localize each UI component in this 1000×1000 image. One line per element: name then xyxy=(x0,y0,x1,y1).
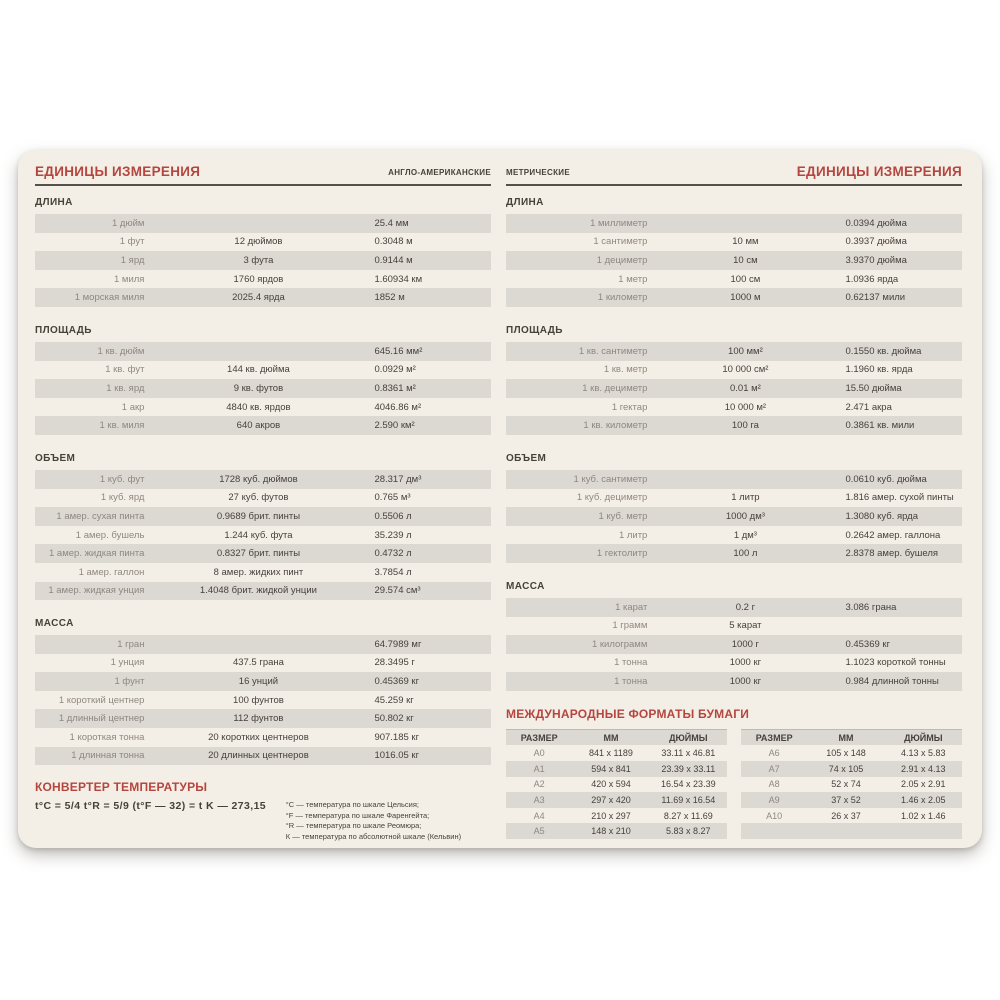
temperature-note: °F — температура по шкале Фаренгейта; xyxy=(285,810,430,820)
unit-name-cell: 1 куб. фут xyxy=(99,473,145,485)
unit-section xyxy=(506,325,962,435)
unit-value-cell: 3.7854 л xyxy=(374,566,412,578)
unit-row xyxy=(35,416,491,435)
left-column-subtitle: АНГЛО-АМЕРИКАНСКИЕ xyxy=(388,168,491,177)
unit-value-cell: 0.9144 м xyxy=(374,254,413,266)
unit-value-cell: 0.984 длинной тонны xyxy=(845,676,939,688)
unit-name-cell: 1 амер. жидкая унция xyxy=(48,585,145,597)
paper-size-cell: A8 xyxy=(768,779,780,790)
unit-name-cell: 1 миллиметр xyxy=(590,217,648,229)
paper-row xyxy=(506,761,727,777)
unit-value-cell: 1.1960 кв. ярда xyxy=(845,364,913,376)
unit-name-cell: 1 кв. миля xyxy=(99,420,145,432)
unit-row xyxy=(506,270,962,289)
unit-section xyxy=(506,453,962,563)
unit-equivalent-cell: 1.244 куб. фута xyxy=(224,529,293,541)
paper-header-row xyxy=(506,729,727,746)
paper-mm-cell: 105 x 148 xyxy=(826,748,866,759)
paper-inch-cell: 16.54 x 23.39 xyxy=(661,779,716,790)
two-column-layout xyxy=(35,161,962,842)
unit-value-cell: 0.4732 л xyxy=(374,548,412,560)
unit-row xyxy=(506,470,962,489)
header-rule-left xyxy=(35,184,491,186)
unit-equivalent-cell: 9 кв. футов xyxy=(233,382,284,394)
paper-header-cell: ММ xyxy=(838,732,854,743)
unit-name-cell: 1 амер. жидкая пинта xyxy=(48,548,145,560)
paper-row xyxy=(506,792,727,808)
unit-equivalent-cell: 1000 кг xyxy=(729,676,762,688)
unit-row xyxy=(506,379,962,398)
paper-mm-cell: 210 x 297 xyxy=(591,810,631,821)
unit-equivalent-cell: 1 дм³ xyxy=(733,529,757,541)
page-title-right: ЕДИНИЦЫ ИЗМЕРЕНИЯ xyxy=(796,164,962,179)
unit-section xyxy=(35,618,491,765)
unit-name-cell: 1 тонна xyxy=(614,657,648,669)
unit-name-cell: 1 кв. сантиметр xyxy=(578,345,648,357)
paper-mm-cell: 297 x 420 xyxy=(591,795,631,806)
unit-row xyxy=(506,654,962,673)
unit-equivalent-cell: 10 000 м² xyxy=(724,401,767,413)
unit-section xyxy=(35,325,491,435)
unit-row xyxy=(506,233,962,252)
paper-size-cell: A9 xyxy=(768,795,780,806)
unit-value-cell: 1016.05 кг xyxy=(374,750,420,762)
unit-row xyxy=(35,214,491,233)
paper-size-cell: A3 xyxy=(533,795,545,806)
unit-name-cell: 1 грамм xyxy=(612,620,648,632)
unit-row xyxy=(506,544,962,563)
unit-name-cell: 1 фунт xyxy=(114,676,145,688)
unit-equivalent-cell: 10 000 см² xyxy=(722,364,769,376)
section-label: ПЛОЩАДЬ xyxy=(506,324,563,336)
unit-equivalent-cell: 3 фута xyxy=(243,254,274,266)
paper-mm-cell: 74 x 105 xyxy=(828,763,864,774)
page-title-left: ЕДИНИЦЫ ИЗМЕРЕНИЯ xyxy=(35,164,201,179)
unit-section xyxy=(506,197,962,307)
right-column-header xyxy=(506,161,962,179)
unit-equivalent-cell: 20 коротких центнеров xyxy=(208,731,309,743)
unit-value-cell: 28.317 дм³ xyxy=(374,473,422,485)
unit-name-cell: 1 короткий центнер xyxy=(58,694,145,706)
unit-value-cell: 1.816 амер. сухой пинты xyxy=(845,492,954,504)
paper-header-cell: РАЗМЕР xyxy=(520,732,558,743)
unit-row xyxy=(35,654,491,673)
section-label: ОБЪЕМ xyxy=(506,452,547,464)
unit-value-cell: 35.239 л xyxy=(374,529,412,541)
unit-value-cell: 0.0610 куб. дюйма xyxy=(845,473,927,485)
unit-equivalent-cell: 0.9689 брит. пинты xyxy=(216,510,301,522)
temperature-notes xyxy=(286,800,491,842)
unit-value-cell: 15.50 дюйма xyxy=(845,382,902,394)
paper-size-cell: A7 xyxy=(768,763,780,774)
unit-equivalent-cell: 16 унций xyxy=(238,676,279,688)
section-label: МАССА xyxy=(35,618,74,630)
unit-equivalent-cell: 112 фунтов xyxy=(233,713,284,725)
unit-value-cell: 1.60934 км xyxy=(374,273,423,285)
unit-row xyxy=(35,635,491,654)
right-sections xyxy=(506,197,962,691)
unit-name-cell: 1 тонна xyxy=(614,676,648,688)
unit-name-cell: 1 куб. дециметр xyxy=(576,492,648,504)
paper-inch-cell: 2.91 x 4.13 xyxy=(901,763,946,774)
unit-row xyxy=(35,270,491,289)
unit-row xyxy=(506,598,962,617)
unit-name-cell: 1 дюйм xyxy=(112,217,145,229)
column-metric xyxy=(506,161,962,842)
unit-equivalent-cell: 100 га xyxy=(731,420,759,432)
unit-row xyxy=(35,379,491,398)
unit-equivalent-cell: 10 см xyxy=(733,254,758,266)
paper-size-cell: A4 xyxy=(533,810,545,821)
paper-inch-cell: 11.69 x 16.54 xyxy=(661,795,716,806)
temperature-converter-title: КОНВЕРТЕР ТЕМПЕРАТУРЫ xyxy=(35,780,208,795)
unit-row xyxy=(35,233,491,252)
unit-row xyxy=(35,251,491,270)
paper-mm-cell: 420 x 594 xyxy=(591,779,631,790)
unit-value-cell: 0.3937 дюйма xyxy=(845,236,907,248)
unit-row xyxy=(506,672,962,691)
unit-equivalent-cell: 100 см xyxy=(730,273,761,285)
temperature-note: °R — температура по шкале Реомюра; xyxy=(285,821,422,831)
unit-name-cell: 1 дециметр xyxy=(596,254,648,266)
paper-mm-cell: 594 x 841 xyxy=(591,763,631,774)
units-reference-page xyxy=(18,150,982,848)
unit-row xyxy=(35,342,491,361)
paper-table-a6-a10 xyxy=(741,729,962,839)
paper-size-cell: A10 xyxy=(766,810,783,821)
unit-name-cell: 1 акр xyxy=(121,401,145,413)
paper-size-cell: A0 xyxy=(533,748,545,759)
paper-inch-cell: 1.02 x 1.46 xyxy=(901,810,946,821)
unit-row xyxy=(35,288,491,307)
paper-inch-cell: 1.46 x 2.05 xyxy=(901,795,946,806)
unit-name-cell: 1 кв. ярд xyxy=(106,382,145,394)
unit-value-cell: 3.9370 дюйма xyxy=(845,254,907,266)
unit-value-cell: 0.765 м³ xyxy=(374,492,411,504)
left-sections xyxy=(35,197,491,765)
paper-header-cell: ДЮЙМЫ xyxy=(904,732,943,743)
paper-formats-title: МЕЖДУНАРОДНЫЕ ФОРМАТЫ БУМАГИ xyxy=(506,706,750,721)
unit-name-cell: 1 сантиметр xyxy=(593,236,648,248)
paper-inch-cell: 5.83 x 8.27 xyxy=(666,826,711,837)
unit-row xyxy=(35,691,491,710)
unit-equivalent-cell: 20 длинных центнеров xyxy=(208,750,309,762)
unit-name-cell: 1 миля xyxy=(113,273,145,285)
paper-header-row xyxy=(741,729,962,746)
unit-value-cell: 2.471 акра xyxy=(845,401,892,413)
paper-header-cell: ММ xyxy=(603,732,619,743)
unit-name-cell: 1 карат xyxy=(615,601,648,613)
unit-name-cell: 1 килограмм xyxy=(591,638,648,650)
paper-row xyxy=(741,823,962,839)
paper-row xyxy=(741,777,962,793)
unit-row xyxy=(506,214,962,233)
unit-equivalent-cell: 1760 ярдов xyxy=(233,273,284,285)
column-anglo-american xyxy=(35,161,491,842)
paper-size-cell: A5 xyxy=(533,826,545,837)
unit-value-cell: 0.1550 кв. дюйма xyxy=(845,345,922,357)
paper-row xyxy=(506,808,727,824)
unit-row xyxy=(506,617,962,636)
unit-name-cell: 1 километр xyxy=(597,292,648,304)
unit-value-cell: 0.45369 кг xyxy=(845,638,891,650)
unit-row xyxy=(506,489,962,508)
unit-name-cell: 1 куб. сантиметр xyxy=(573,473,648,485)
paper-size-cell: A2 xyxy=(533,779,545,790)
unit-rows xyxy=(506,470,962,563)
unit-row xyxy=(35,728,491,747)
header-rule-right xyxy=(506,184,962,186)
unit-equivalent-cell: 1.4048 брит. жидкой унции xyxy=(199,585,317,597)
unit-row xyxy=(35,470,491,489)
unit-name-cell: 1 фут xyxy=(119,236,145,248)
paper-mm-cell: 37 x 52 xyxy=(831,795,861,806)
unit-value-cell: 2.8378 амер. бушеля xyxy=(845,548,939,560)
unit-equivalent-cell: 100 мм² xyxy=(728,345,763,357)
unit-equivalent-cell: 1000 м xyxy=(730,292,761,304)
paper-row xyxy=(506,745,727,761)
unit-equivalent-cell: 437.5 грана xyxy=(232,657,284,669)
paper-row xyxy=(506,823,727,839)
unit-equivalent-cell: 12 дюймов xyxy=(234,236,283,248)
paper-table-a0-a5 xyxy=(506,729,727,839)
section-label: ОБЪЕМ xyxy=(35,452,76,464)
unit-value-cell: 0.3048 м xyxy=(374,236,413,248)
temperature-note: К — температура по абсолютной шкале (Кельвин) xyxy=(285,831,462,841)
unit-name-cell: 1 морская миля xyxy=(74,292,145,304)
unit-name-cell: 1 метр xyxy=(618,273,648,285)
left-column-header xyxy=(35,161,491,179)
unit-equivalent-cell: 0.2 г xyxy=(735,601,756,613)
unit-value-cell: 907.185 кг xyxy=(374,731,420,743)
unit-equivalent-cell: 5 карат xyxy=(729,620,762,632)
unit-name-cell: 1 гран xyxy=(117,638,145,650)
unit-row xyxy=(35,747,491,766)
unit-equivalent-cell: 1000 дм³ xyxy=(725,510,765,522)
unit-rows xyxy=(506,342,962,435)
unit-equivalent-cell: 4840 кв. ярдов xyxy=(226,401,291,413)
unit-rows xyxy=(35,470,491,600)
unit-name-cell: 1 ярд xyxy=(120,254,145,266)
paper-inch-cell: 4.13 x 5.83 xyxy=(901,748,946,759)
unit-row xyxy=(35,398,491,417)
unit-value-cell: 1.0936 ярда xyxy=(845,273,899,285)
paper-header-cell: ДЮЙМЫ xyxy=(669,732,708,743)
unit-name-cell: 1 гектолитр xyxy=(596,548,648,560)
paper-mm-cell: 841 x 1189 xyxy=(589,748,633,759)
unit-value-cell: 25.4 мм xyxy=(374,217,409,229)
unit-equivalent-cell: 100 л xyxy=(733,548,758,560)
unit-name-cell: 1 унция xyxy=(110,657,145,669)
unit-value-cell: 0.3861 кв. мили xyxy=(845,420,915,432)
unit-section xyxy=(506,581,962,691)
unit-equivalent-cell: 10 мм xyxy=(732,236,759,248)
unit-equivalent-cell: 2025.4 ярда xyxy=(232,292,285,304)
section-label: ДЛИНА xyxy=(35,197,73,208)
unit-rows xyxy=(506,598,962,691)
unit-name-cell: 1 кв. дециметр xyxy=(582,382,648,394)
unit-value-cell: 50.802 кг xyxy=(374,713,414,725)
unit-row xyxy=(506,507,962,526)
paper-mm-cell: 148 x 210 xyxy=(591,826,631,837)
paper-inch-cell: 8.27 x 11.69 xyxy=(663,810,713,821)
paper-formats xyxy=(506,707,962,839)
unit-value-cell: 4046.86 м² xyxy=(374,401,422,413)
unit-equivalent-cell: 640 акров xyxy=(236,420,281,432)
section-label: ДЛИНА xyxy=(506,197,544,208)
unit-row xyxy=(506,361,962,380)
unit-value-cell: 1.1023 короткой тонны xyxy=(845,657,946,669)
unit-row xyxy=(35,489,491,508)
paper-mm-cell: 26 x 37 xyxy=(831,810,861,821)
temperature-note: °C — температура по шкале Цельсия; xyxy=(285,800,419,810)
unit-row xyxy=(506,251,962,270)
unit-value-cell: 28.3495 г xyxy=(374,657,415,669)
paper-row xyxy=(506,777,727,793)
unit-equivalent-cell: 8 амер. жидких пинт xyxy=(213,566,304,578)
unit-value-cell: 0.2642 амер. галлона xyxy=(845,529,941,541)
unit-name-cell: 1 кв. километр xyxy=(583,420,648,432)
unit-equivalent-cell: 1000 г xyxy=(731,638,760,650)
unit-value-cell: 64.7989 мг xyxy=(374,638,422,650)
paper-size-cell: A6 xyxy=(768,748,780,759)
unit-rows xyxy=(506,214,962,307)
unit-equivalent-cell: 1 литр xyxy=(731,492,760,504)
unit-value-cell: 0.45369 кг xyxy=(374,676,420,688)
unit-section xyxy=(35,197,491,307)
temperature-converter xyxy=(35,780,491,842)
unit-name-cell: 1 амер. галлон xyxy=(78,566,145,578)
unit-row xyxy=(35,563,491,582)
unit-name-cell: 1 длинный центнер xyxy=(58,713,145,725)
paper-inch-cell: 33.11 x 46.81 xyxy=(661,748,716,759)
unit-row xyxy=(506,288,962,307)
unit-value-cell: 45.259 кг xyxy=(374,694,414,706)
section-label: ПЛОЩАДЬ xyxy=(35,324,92,336)
unit-name-cell: 1 кв. дюйм xyxy=(97,345,145,357)
unit-equivalent-cell: 1728 куб. дюймов xyxy=(219,473,298,485)
unit-row xyxy=(35,709,491,728)
unit-equivalent-cell: 0.8327 брит. пинты xyxy=(216,548,301,560)
unit-value-cell: 0.5506 л xyxy=(374,510,412,522)
unit-name-cell: 1 литр xyxy=(618,529,648,541)
unit-value-cell: 1.3080 куб. ярда xyxy=(845,510,919,522)
paper-mm-cell: 52 x 74 xyxy=(831,779,861,790)
unit-row xyxy=(506,342,962,361)
unit-rows xyxy=(35,214,491,307)
unit-name-cell: 1 куб. ярд xyxy=(100,492,145,504)
unit-row xyxy=(35,544,491,563)
paper-inch-cell: 23.39 x 33.11 xyxy=(661,763,716,774)
unit-row xyxy=(35,507,491,526)
paper-row xyxy=(741,808,962,824)
unit-value-cell: 0.8361 м² xyxy=(374,382,416,394)
unit-equivalent-cell: 100 фунтов xyxy=(233,694,284,706)
unit-row xyxy=(506,635,962,654)
unit-name-cell: 1 короткая тонна xyxy=(69,731,145,743)
unit-equivalent-cell: 0.01 м² xyxy=(729,382,761,394)
temperature-formula: t°C = 5/4 t°R = 5/9 (t°F — 32) = t K — 273,15 xyxy=(35,800,267,813)
paper-row xyxy=(741,761,962,777)
unit-name-cell: 1 кв. фут xyxy=(105,364,145,376)
unit-name-cell: 1 амер. сухая пинта xyxy=(56,510,145,522)
unit-name-cell: 1 гектар xyxy=(611,401,648,413)
paper-inch-cell: 2.05 x 2.91 xyxy=(901,779,946,790)
paper-row xyxy=(741,745,962,761)
unit-value-cell: 29.574 см³ xyxy=(374,585,421,597)
unit-value-cell: 0.0929 м² xyxy=(374,364,416,376)
unit-name-cell: 1 куб. метр xyxy=(598,510,648,522)
unit-row xyxy=(35,582,491,601)
unit-value-cell: 2.590 км² xyxy=(374,420,415,432)
unit-equivalent-cell: 1000 кг xyxy=(729,657,762,669)
unit-row xyxy=(35,526,491,545)
unit-name-cell: 1 кв. метр xyxy=(603,364,648,376)
paper-formats-tables xyxy=(506,729,962,839)
paper-size-cell: A1 xyxy=(533,763,545,774)
unit-equivalent-cell: 144 кв. дюйма xyxy=(227,364,290,376)
unit-row xyxy=(506,416,962,435)
unit-row xyxy=(35,361,491,380)
temperature-converter-body xyxy=(35,800,491,842)
unit-row xyxy=(506,398,962,417)
unit-value-cell: 645.16 мм² xyxy=(374,345,423,357)
section-label: МАССА xyxy=(506,580,545,592)
unit-value-cell: 0.0394 дюйма xyxy=(845,217,907,229)
unit-rows xyxy=(35,342,491,435)
unit-value-cell: 3.086 грана xyxy=(845,601,897,613)
paper-header-cell: РАЗМЕР xyxy=(755,732,793,743)
unit-row xyxy=(506,526,962,545)
unit-row xyxy=(35,672,491,691)
unit-rows xyxy=(35,635,491,765)
right-column-subtitle: МЕТРИЧЕСКИЕ xyxy=(506,168,570,177)
unit-section xyxy=(35,453,491,600)
paper-row xyxy=(741,792,962,808)
unit-equivalent-cell: 27 куб. футов xyxy=(228,492,289,504)
unit-name-cell: 1 амер. бушель xyxy=(75,529,145,541)
unit-value-cell: 1852 м xyxy=(374,292,405,304)
unit-name-cell: 1 длинная тонна xyxy=(71,750,145,762)
unit-value-cell: 0.62137 мили xyxy=(845,292,906,304)
